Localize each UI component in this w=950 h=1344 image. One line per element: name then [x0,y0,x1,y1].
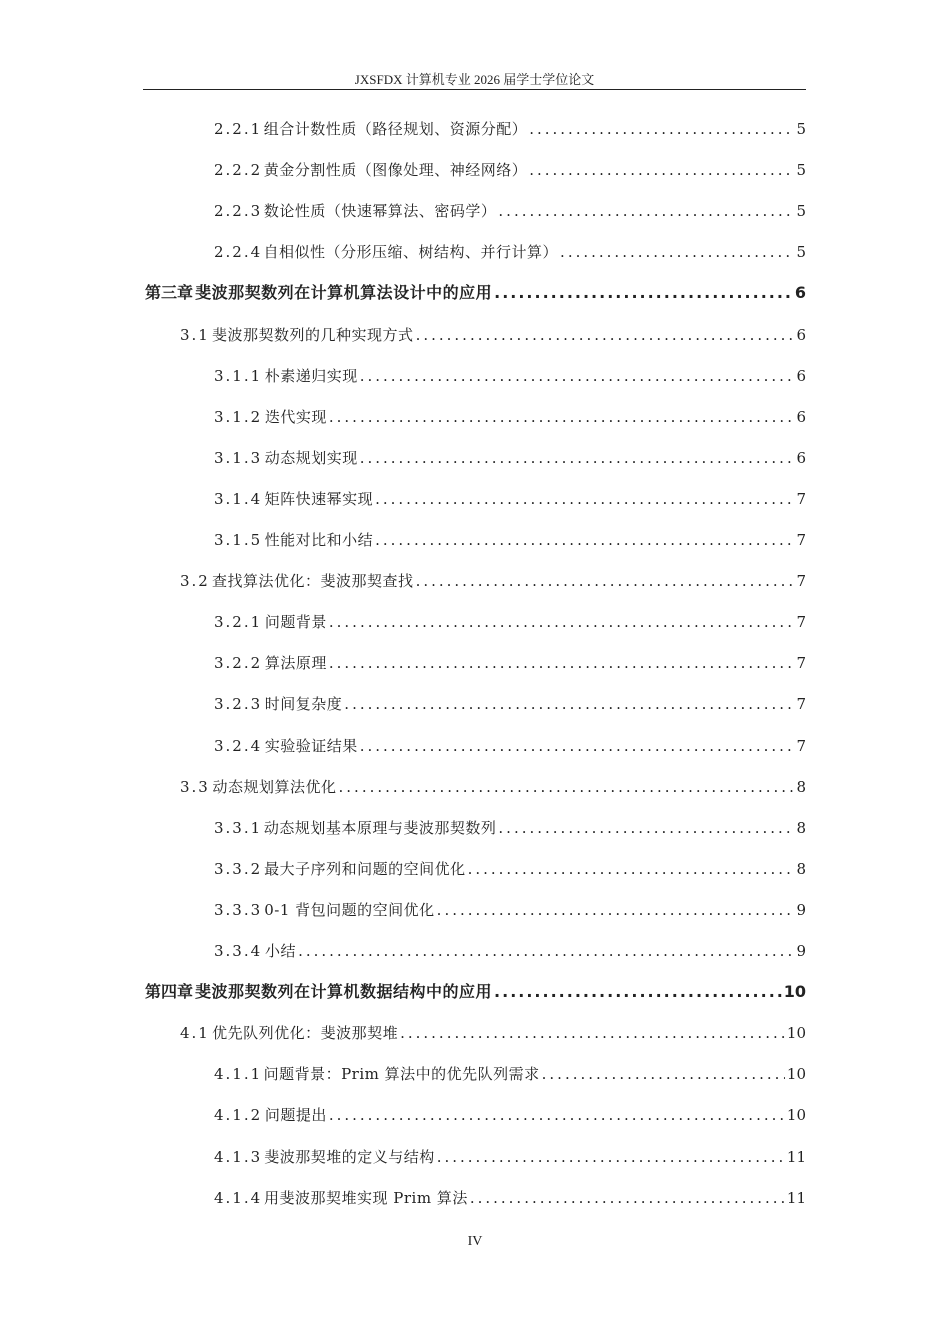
toc-entry-page: 7 [796,613,806,632]
toc-entry-page: 7 [796,531,806,549]
toc-dot-leader [437,898,795,922]
toc-entry-title: 性能对比和小结 [264,531,374,549]
toc-entry-page: 7 [796,572,806,591]
toc-entry-title: 斐波那契数列在计算机算法设计中的应用 [195,283,493,303]
toc-entry-page: 10 [786,1106,806,1125]
toc-entry-number: 3.1.4 [214,489,263,508]
toc-entry-number: 4.1.4 [214,1188,263,1207]
toc-entry-page: 6 [796,407,806,426]
toc-dot-leader [329,651,795,675]
toc-dot-leader [498,816,794,840]
toc-entry-title: 斐波那契数列在计算机数据结构中的应用 [195,982,493,1002]
toc-entry-page: 6 [794,283,806,303]
toc-entry-page: 10 [786,1024,806,1043]
toc-entry-number: 3.3.3 [214,900,263,919]
toc-section-entry[interactable] [180,323,806,347]
toc-entry-title: 迭代实现 [264,407,327,426]
toc-entry-number: 3.1.1 [214,366,263,385]
toc-entry-title: 黄金分割性质（图像处理、神经网络） [263,161,528,180]
toc-entry-title: 用斐波那契堆实现 Prim 算法 [264,1188,468,1207]
toc-chapter-entry[interactable] [145,281,806,305]
toc-subsection-entry[interactable] [214,857,806,881]
toc-entry-number: 2.2.3 [214,202,263,221]
toc-entry-page: 10 [786,1065,806,1084]
toc-dot-leader [529,117,794,141]
toc-entry-title: 动态规划基本原理与斐波那契数列 [263,818,497,837]
toc-entry-page: 8 [796,777,806,796]
toc-entry-title: 查找算法优化：斐波那契查找 [212,572,414,591]
toc-dot-leader [339,775,795,799]
page-number: IV [467,1234,483,1249]
toc-dot-leader [400,1021,785,1045]
toc-entry-page: 7 [796,654,806,673]
toc-entry-title: 实验验证结果 [264,736,358,755]
toc-entry-page: 11 [786,1147,806,1166]
toc-entry-number: 3.2.4 [214,736,263,755]
toc-entry-title: 动态规划算法优化 [212,777,337,796]
toc-subsection-entry[interactable] [214,939,806,963]
toc-subsection-entry[interactable] [214,816,806,840]
toc-section-entry[interactable] [180,569,806,593]
toc-entry-page: 9 [796,900,806,919]
toc-entry-title: 0-1 背包问题的空间优化 [264,900,435,919]
toc-dot-leader [416,569,795,593]
toc-entry-number: 2.2.4 [214,243,263,262]
toc-entry-title: 朴素递归实现 [264,366,358,385]
toc-dot-leader [437,1145,785,1169]
toc-entry-number: 第三章 [145,283,194,303]
toc-subsection-entry[interactable] [214,734,806,758]
toc-entry-title: 自相似性（分形压缩、树结构、并行计算） [263,243,559,262]
toc-entry-number: 第四章 [145,982,194,1002]
toc-subsection-entry[interactable] [214,446,806,470]
toc-dot-leader [529,158,794,182]
toc-entry-title: 小结 [265,942,297,960]
toc-subsection-entry[interactable] [214,898,806,922]
toc-subsection-entry[interactable] [214,1062,806,1086]
toc-subsection-entry[interactable] [214,240,806,264]
toc-entry-page: 9 [796,942,806,960]
toc-entry-page: 5 [796,161,806,180]
toc-chapter-entry[interactable] [145,980,806,1004]
toc-dot-leader [360,734,795,758]
toc-entry-page: 6 [796,366,806,385]
toc-entry-number: 3.2.2 [214,654,263,673]
toc-subsection-entry[interactable] [214,1145,806,1169]
toc-dot-leader [298,939,794,963]
toc-entry-page: 7 [796,695,806,714]
toc-entry-title: 斐波那契堆的定义与结构 [264,1147,435,1166]
toc-entry-number: 4.1.3 [214,1147,263,1166]
toc-entry-number: 4.1.2 [214,1106,263,1125]
toc-subsection-entry[interactable] [214,487,806,511]
toc-dot-leader [560,240,794,264]
toc-entry-title: 问题背景：Prim 算法中的优先队列需求 [263,1065,540,1084]
toc-entry-number: 3.1.2 [214,407,263,426]
toc-entry-page: 8 [796,818,806,837]
toc-dot-leader [329,1103,785,1127]
toc-dot-leader [498,199,794,223]
toc-dot-leader [542,1062,785,1086]
toc-subsection-entry[interactable] [214,158,806,182]
toc-entry-page: 10 [783,982,806,1002]
toc-dot-leader [329,405,795,429]
toc-entry-number: 3.2 [180,572,210,591]
toc-dot-leader [375,528,794,552]
toc-entry-title: 问题背景 [264,613,327,632]
toc-entry-number: 4.1.1 [214,1065,263,1084]
toc-entry-title: 数论性质（快速幂算法、密码学） [263,202,497,221]
toc-entry-page: 11 [786,1188,806,1207]
toc-dot-leader [360,446,795,470]
toc-dot-leader [494,281,793,305]
toc-entry-number: 3.1.3 [214,448,263,467]
toc-entry-title: 优先队列优化：斐波那契堆 [212,1024,399,1043]
toc-entry-page: 8 [796,859,806,878]
toc-dot-leader [329,610,795,634]
toc-entry-page: 5 [796,120,806,138]
toc-entry-number: 3.3 [180,777,210,796]
toc-entry-title: 问题提出 [264,1106,327,1125]
toc-dot-leader [360,364,795,388]
toc-entry-page: 7 [796,489,806,508]
toc-entry-page: 5 [796,243,806,262]
toc-entry-number: 2.2.2 [214,161,263,180]
page-header: JXSFDX 计算机专业 2026 届学士学位论文 [354,72,595,87]
toc-dot-leader [470,1186,785,1210]
toc-entry-number: 3.2.3 [214,695,263,714]
toc-dot-leader [468,857,795,881]
toc-entry-number: 3.1.5 [214,531,263,549]
toc-entry-title: 矩阵快速幂实现 [264,489,374,508]
toc-entry-title: 动态规划实现 [264,448,358,467]
toc-section-entry[interactable] [180,775,806,799]
toc-dot-leader [416,323,795,347]
toc-subsection-entry[interactable] [214,692,806,716]
toc-subsection-entry[interactable] [214,199,806,223]
toc-subsection-entry[interactable] [214,651,806,675]
toc-entry-number: 2.2.1 [214,120,263,138]
toc-entry-title: 最大子序列和问题的空间优化 [264,859,466,878]
toc-entry-number: 4.1 [180,1024,210,1043]
toc-subsection-entry[interactable] [214,405,806,429]
toc-subsection-entry[interactable] [214,117,806,141]
toc-subsection-entry[interactable] [214,1186,806,1210]
toc-section-entry[interactable] [180,1021,806,1045]
toc-entry-title: 时间复杂度 [264,695,343,714]
toc-entry-number: 3.3.4 [214,942,263,960]
toc-dot-leader [494,980,782,1004]
toc-entry-page: 7 [796,736,806,755]
toc-dot-leader [344,692,794,716]
toc-entry-number: 3.3.1 [214,818,263,837]
toc-subsection-entry[interactable] [214,364,806,388]
toc-subsection-entry[interactable] [214,528,806,552]
toc-subsection-entry[interactable] [214,610,806,634]
toc-dot-leader [375,487,794,511]
toc-entry-number: 3.2.1 [214,613,263,632]
header-rule [143,89,806,90]
toc-entry-number: 3.3.2 [214,859,263,878]
toc-entry-page: 5 [796,202,806,221]
toc-entry-page: 6 [796,448,806,467]
toc-entry-title: 组合计数性质（路径规划、资源分配） [263,120,528,138]
toc-entry-page: 6 [796,325,806,344]
toc-entry-title: 算法原理 [264,654,327,673]
toc-subsection-entry[interactable] [214,1103,806,1127]
toc-entry-number: 3.1 [180,325,210,344]
toc-entry-title: 斐波那契数列的几种实现方式 [212,325,414,344]
